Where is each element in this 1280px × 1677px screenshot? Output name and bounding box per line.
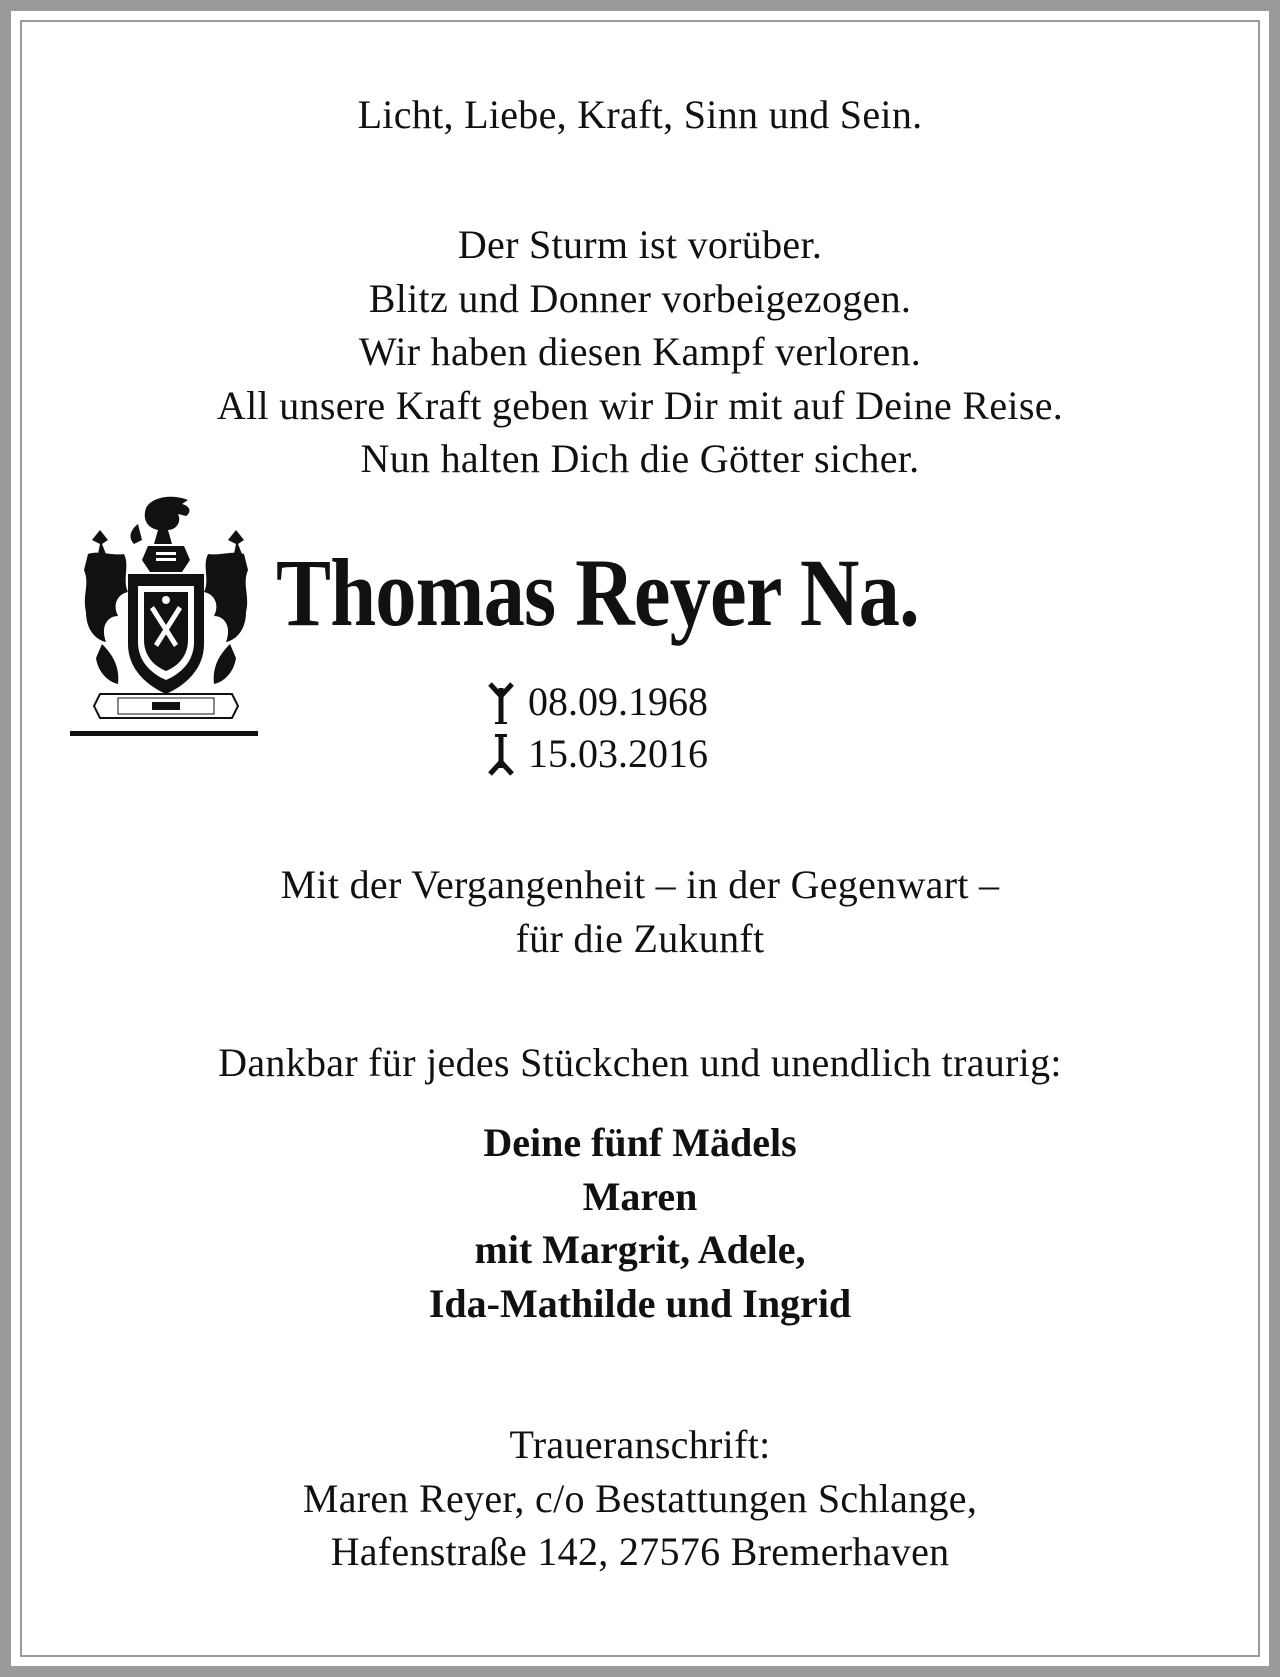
birth-row — [480, 676, 840, 728]
closing-motto-line: für die Zukunft — [515, 915, 765, 961]
poem-line: Wir haben diesen Kampf verloren. — [358, 329, 922, 374]
life-rune-icon — [486, 682, 516, 724]
poem-line: Nun halten Dich die Götter sicher. — [360, 436, 920, 481]
poem-line: All unsere Kraft geben wir Dir mit auf Deine Reise. — [216, 382, 1064, 428]
poem-line: Blitz und Donner vorbeigezogen. — [368, 275, 912, 321]
motto-line: Licht, Liebe, Kraft, Sinn und Sein. — [357, 92, 923, 137]
mourners — [0, 1116, 1280, 1330]
death-row — [480, 728, 840, 780]
closing-motto-line: Mit der Vergangenheit – in der Gegenwart – — [280, 862, 1000, 907]
mourner-line: Deine fünf Mädels — [483, 1120, 797, 1165]
address-line: Hafenstraße 142, 27576 Bremerhaven — [330, 1529, 950, 1574]
mourning-address — [0, 1418, 1280, 1579]
mourner-line: Maren — [582, 1173, 698, 1219]
mourner-line: mit Margrit, Adele, — [474, 1227, 806, 1272]
thanks-line — [0, 1036, 1280, 1090]
poem — [0, 218, 1280, 486]
mourner-line: Ida-Mathilde und Ingrid — [428, 1280, 852, 1326]
life-dates — [480, 676, 840, 780]
death-date: 15.03.2016 — [528, 731, 708, 776]
address-heading: Traueranschrift: — [509, 1422, 771, 1467]
deceased-name: Thomas Reyer Na. — [276, 539, 919, 646]
coat-of-arms-icon — [78, 494, 254, 734]
poem-line: Der Sturm ist vorüber. — [457, 222, 823, 267]
address-line: Maren Reyer, c/o Bestattungen Schlange, — [302, 1475, 978, 1521]
closing-motto — [0, 858, 1280, 965]
crest-underline — [70, 731, 258, 736]
thanks-text: Dankbar für jedes Stückchen und unendlich traurig: — [218, 1040, 1062, 1085]
opening-motto — [0, 88, 1280, 142]
death-rune-icon — [486, 734, 516, 776]
birth-date: 08.09.1968 — [528, 679, 708, 724]
